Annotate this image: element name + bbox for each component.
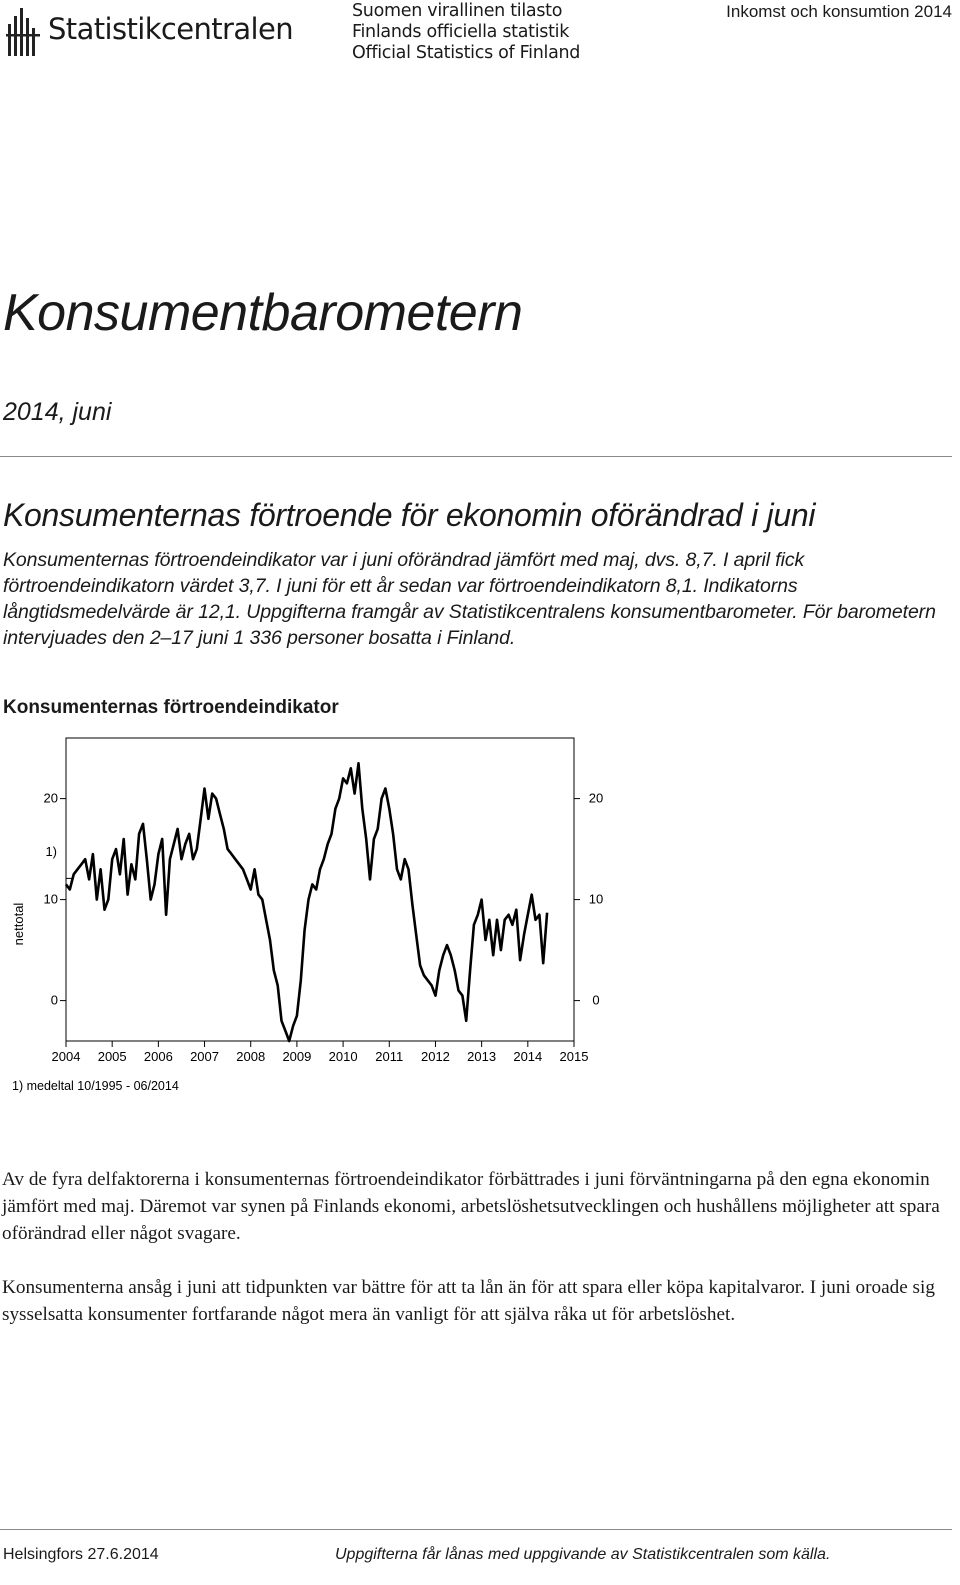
- x-tick-label: 2009: [282, 1049, 312, 1064]
- official-line-fi: Suomen virallinen tilasto: [352, 1, 563, 21]
- x-tick-label: 2005: [97, 1049, 127, 1064]
- confidence-indicator-chart: [6, 728, 606, 1100]
- document-title: Konsumentbarometern: [3, 284, 523, 342]
- headline: Konsumenternas förtroende för ekonomin oförändrad i juni: [3, 497, 816, 533]
- x-tick-label: 2013: [467, 1049, 497, 1064]
- x-tick-label: 2010: [328, 1049, 358, 1064]
- document-period: 2014, juni: [3, 398, 112, 426]
- chart-footnote: 1) medeltal 10/1995 - 06/2014: [12, 1079, 179, 1093]
- y-tick-left-label: 10: [43, 891, 58, 907]
- footer-source-note: Uppgifterna får lånas med uppgivande av Statistikcentralen som källa.: [335, 1546, 831, 1563]
- x-tick-label: 2014: [513, 1049, 543, 1064]
- x-tick-label: 2011: [375, 1049, 404, 1064]
- footer-place-date: Helsingfors 27.6.2014: [3, 1546, 159, 1563]
- x-tick-label: 2006: [143, 1049, 173, 1064]
- logo-text: Statistikcentralen: [48, 12, 294, 46]
- y-tick-left-label: 0: [50, 992, 58, 1008]
- x-tick-label: 2015: [559, 1049, 589, 1064]
- publication-series: Inkomst och konsumtion 2014: [726, 2, 952, 21]
- paragraph-loans-unemployment: Konsumenterna ansåg i juni att tidpunkten var bättre för att ta lån än för att spara eller köpa kapitalvaror. I juni oroade sig sysselsatta konsumenter fortfarande något mera än vanligt för att själva råka ut för arbetslöshet.: [2, 1277, 935, 1325]
- x-tick-label: 2007: [190, 1049, 220, 1064]
- official-statistics-label: [352, 1, 580, 64]
- x-tick-label: 2008: [236, 1049, 266, 1064]
- title-divider: [0, 456, 952, 457]
- x-tick-label: 2012: [420, 1049, 450, 1064]
- statistics-finland-logo-icon: [6, 4, 42, 58]
- paragraph-subindicators: Av de fyra delfaktorerna i konsumenternas förtroendeindikator förbättrades i juni förväntningarna på den egna ekonomin jämfört med maj. Däremot var synen på Finlands ekonomi, arbetslöshetsutvecklingen och hushållens möjligheter att spara oförändrad eller något svagare.: [2, 1169, 940, 1244]
- y-tick-right-label: 10: [588, 891, 604, 907]
- y-axis-label: nettotal: [11, 902, 26, 946]
- official-line-sv: Finlands officiella statistik: [352, 22, 570, 42]
- statistikcentralen-logo: [6, 4, 296, 58]
- y-tick-left-label: 20: [43, 790, 58, 806]
- footer-divider: [0, 1529, 952, 1530]
- x-tick-label: 2004: [51, 1049, 81, 1064]
- reference-line-label: 1): [45, 844, 57, 859]
- y-tick-right-label: 20: [588, 790, 604, 806]
- chart-title: Konsumenternas förtroendeindikator: [3, 697, 339, 718]
- y-tick-right-label: 0: [592, 992, 600, 1008]
- official-line-en: Official Statistics of Finland: [352, 43, 581, 63]
- lead-paragraph: Konsumenternas förtroendeindikator var i juni oförändrad jämfört med maj, dvs. 8,7. I april fick förtroendeindikatorn värdet 3,7. I juni för ett år sedan var förtroendeindikatorn 8,1. Indikatorns långtidsmedelvärde är 12,1. Uppgifterna framgår av Statistikcentralens konsumentbarometer. För barometern intervjuades den 2–17 juni 1 336 personer bosatta i Finland.: [3, 549, 936, 649]
